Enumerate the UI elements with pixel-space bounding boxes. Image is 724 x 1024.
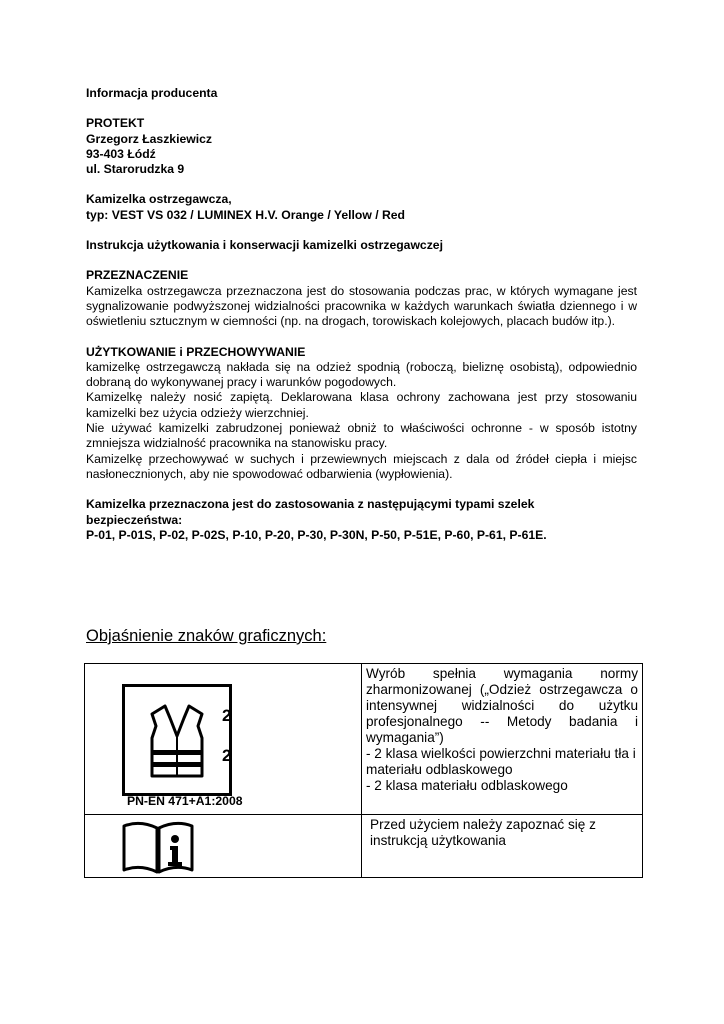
class-digit-bottom: 2 <box>222 746 232 765</box>
symbols-table <box>84 663 643 878</box>
document-body <box>86 86 637 543</box>
symbol-cell-manual <box>85 815 362 878</box>
usage-paragraph-4: Kamizelkę przechowywać w suchych i przewiewnych miejscach z dala od źródeł ciepła i miejsc nasłonecznionych, aby nie spowodować odbarwienia (wypłowienia). <box>86 451 637 481</box>
company-name: PROTEKT <box>86 116 145 131</box>
harness-intro: Kamizelka przeznaczona jest do zastosowania z następującymi typami szelek <box>86 497 535 512</box>
table-row <box>85 815 643 878</box>
harness-list: P-01, P-01S, P-02, P-02S, P-10, P-20, P-30, P-30N, P-50, P-51E, P-60, P-61, P-61E. <box>86 527 547 542</box>
street-address: ul. Starorudzka 9 <box>86 162 185 177</box>
product-type: typ: VEST VS 032 / LUMINEX H.V. Orange / Yellow / Red <box>86 207 405 222</box>
instruction-title: Instrukcja użytkowania i konserwacji kamizelki ostrzegawczej <box>86 238 443 253</box>
vest-class-2: - 2 klasa materiału odblaskowego <box>366 778 568 793</box>
table-row <box>85 664 643 815</box>
vest-description: Wyrób spełnia wymagania normy zharmonizowanej („Odzież ostrzegawcza o intensywnej widzialności do użytku profesjonalnego -- Metody badania i wymagania”) <box>366 666 638 745</box>
class-digit-top: 2 <box>222 706 232 725</box>
description-cell-manual <box>362 815 643 878</box>
postal-code: 93-403 Łódź <box>86 146 156 161</box>
description-cell-vest <box>362 664 643 815</box>
symbol-cell-vest <box>85 664 362 815</box>
usage-paragraph-3: Nie używać kamizelki zabrudzonej ponieważ obniż to właściwości ochronne - w sposób istotny zmniejsza widzialność pracownika na stanowisku pracy. <box>86 421 637 451</box>
usage-paragraph-1: kamizelkę ostrzegawczą nakłada się na odzież spodnią (roboczą, bieliznę osobistą), odpowiednio dobraną do wykonywanej pracy i warunków pogodowych. <box>86 359 637 390</box>
purpose-text: Kamizelka ostrzegawcza przeznaczona jest do stosowania podczas prac, w których wymagane jest sygnalizowanie podwyższonej widzialności pracownika w każdych warunkach światła dziennego i w oświetleniu sztucznym w ciemności (np. na drogach, torowiskach kolejowych, placach budów itp.). <box>86 283 637 329</box>
harness-intro-cont: bezpieczeństwa: <box>86 512 183 527</box>
purpose-heading: PRZEZNACZENIE <box>86 268 189 283</box>
manual-description: Przed użyciem należy zapoznać się z instrukcją użytkowania <box>370 817 596 848</box>
usage-paragraph-2: Kamizelkę należy nosić zapiętą. Deklarowana klasa ochrony zachowana jest przy stosowaniu kamizelki bez użycia odzieży wierzchniej. <box>86 390 637 420</box>
manufacturer-info-heading: Informacja producenta <box>86 86 218 100</box>
read-manual-icon <box>120 818 196 876</box>
hi-vis-vest-icon <box>122 684 232 796</box>
product-name: Kamizelka ostrzegawcza, <box>86 192 232 207</box>
legend-title: Objaśnienie znaków graficznych: <box>86 627 327 645</box>
person-name: Grzegorz Łaszkiewicz <box>86 131 212 146</box>
usage-heading: UŻYTKOWANIE i PRZECHOWYWANIE <box>86 344 306 359</box>
vest-class-1: - 2 klasa wielkości powierzchni materiału tła i materiału odblaskowego <box>366 746 636 777</box>
standard-label: PN-EN 471+A1:2008 <box>127 794 243 808</box>
